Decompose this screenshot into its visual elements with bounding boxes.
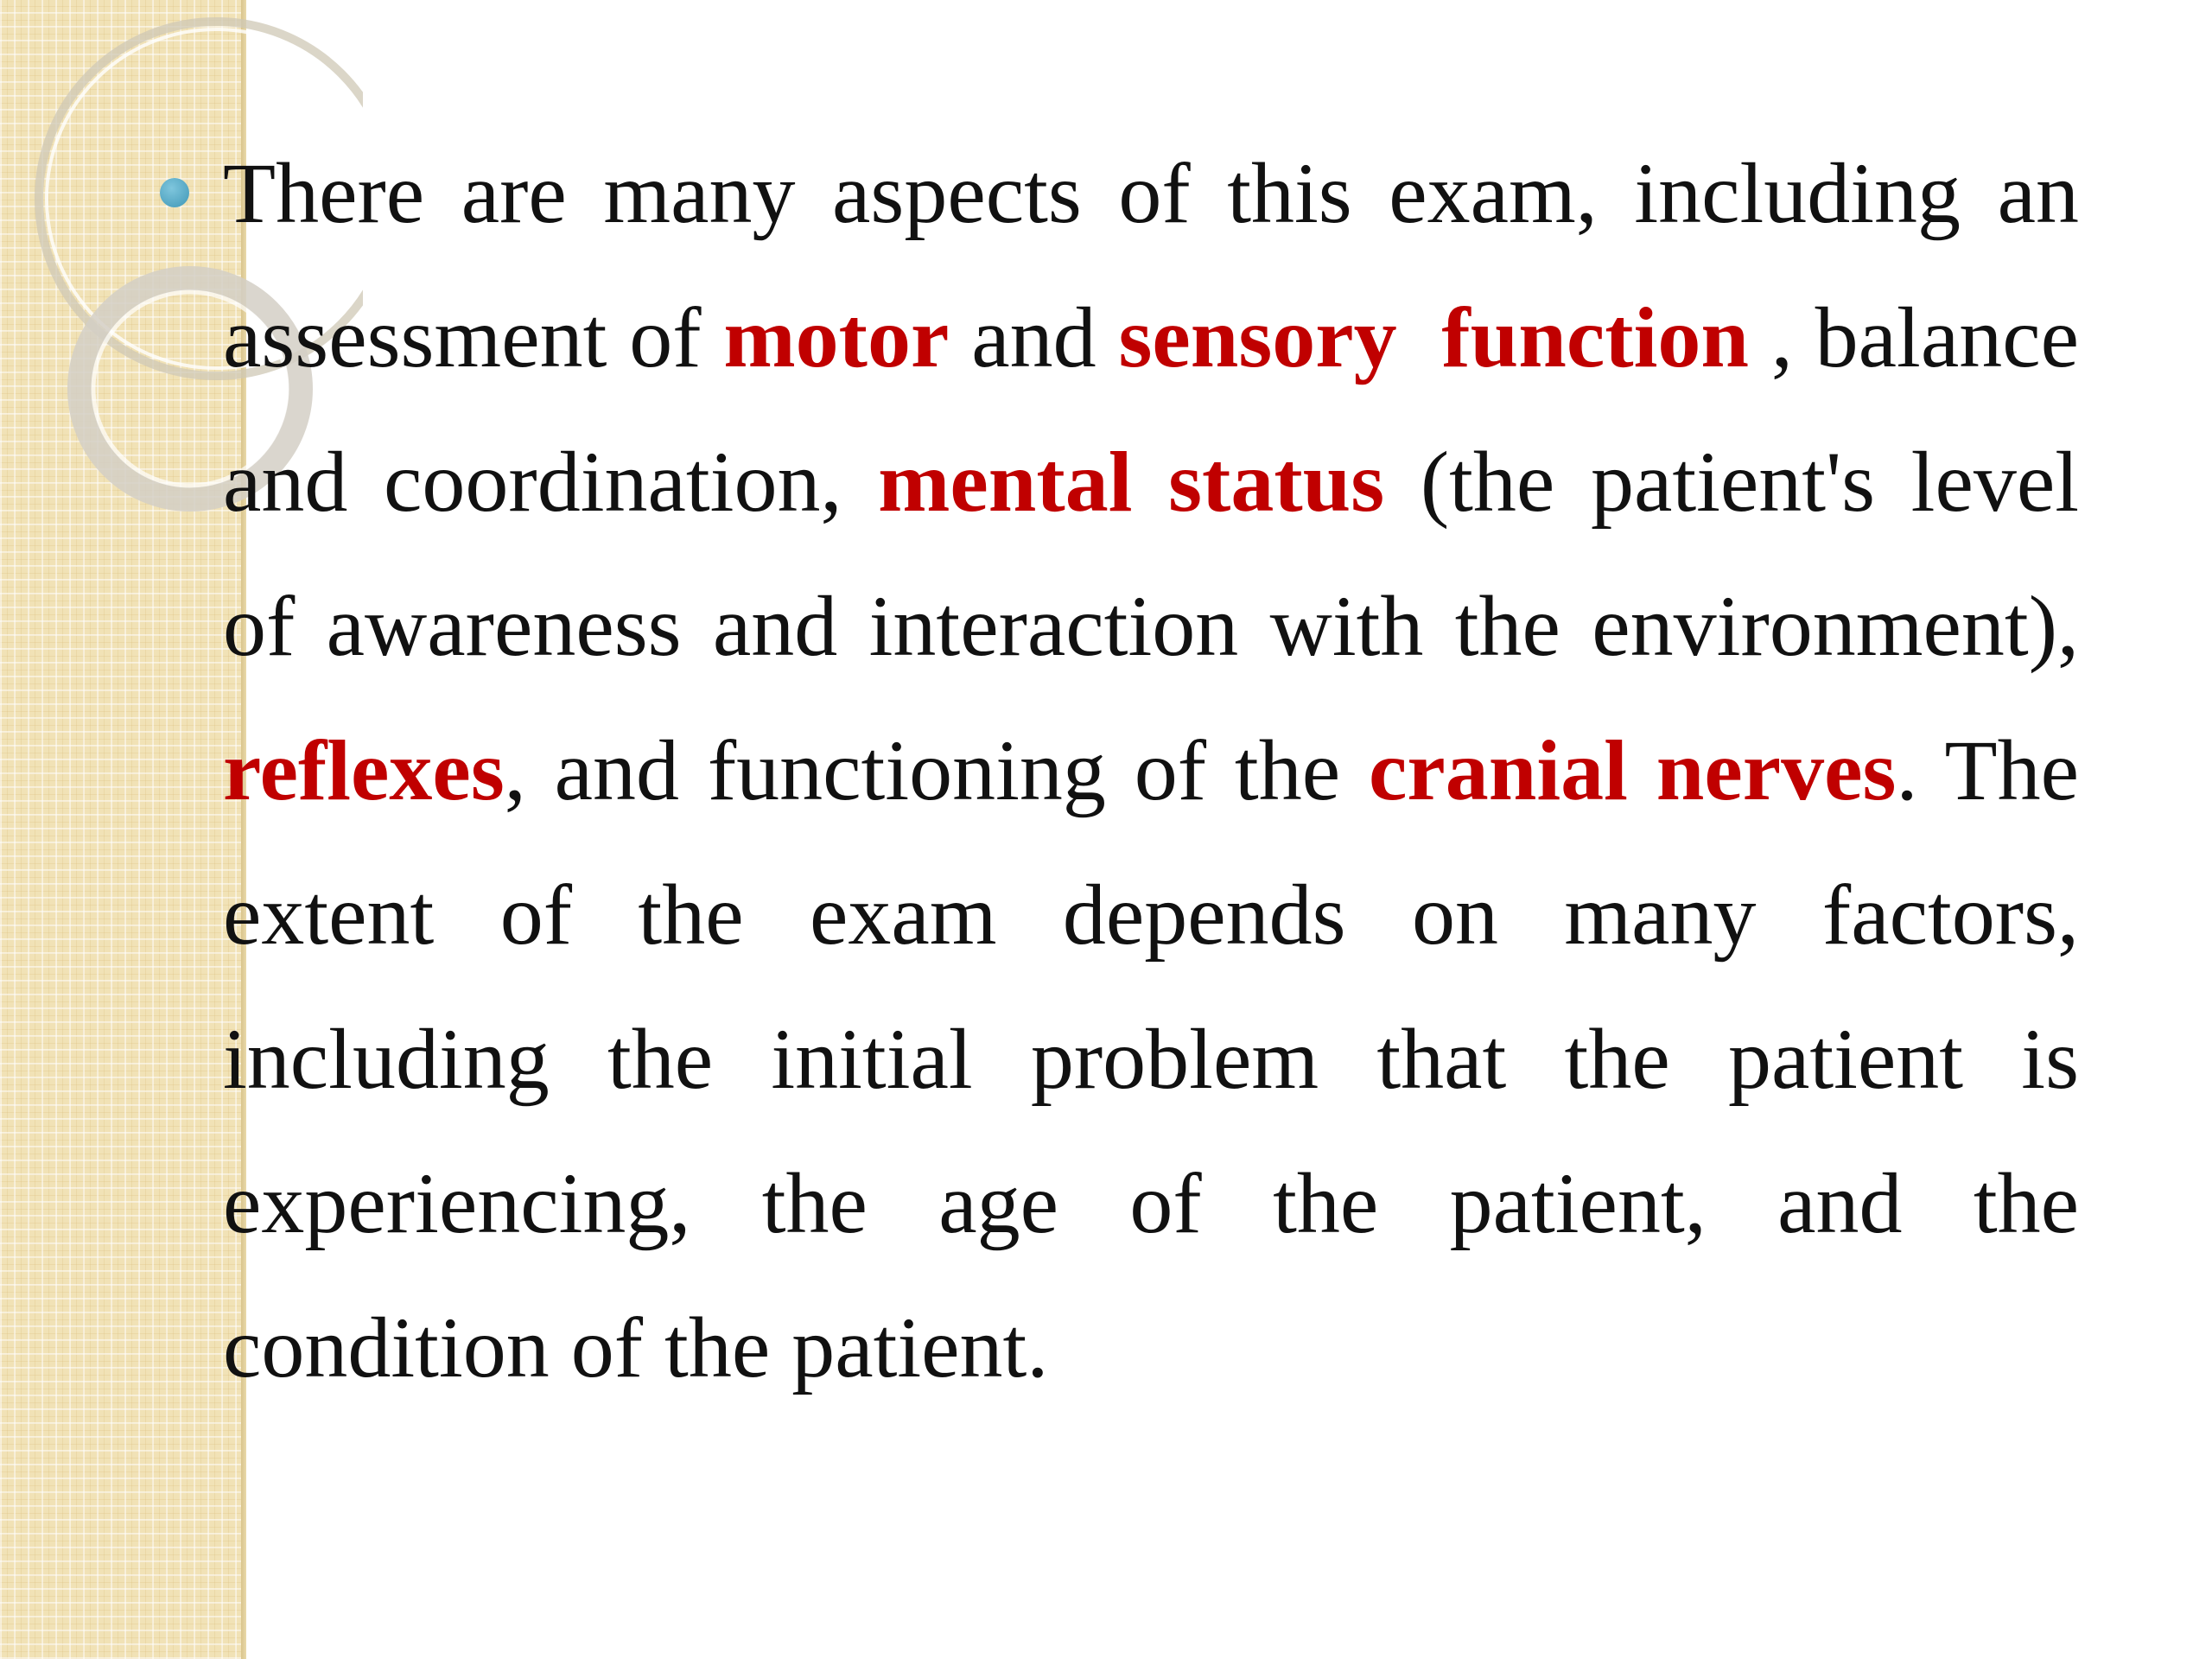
highlight-reflexes: reflexes [223,722,505,818]
text-segment: (the patient's level of awareness and interaction with the environment), [223,434,2080,674]
text-segment: and [949,289,1119,385]
text-segment: , balance and coordination, [223,289,2079,530]
text-segment: There are many aspects of this exam, including an assessment of [223,145,2079,385]
bullet-paragraph [223,121,2079,1420]
highlight-motor: motor [723,289,950,385]
highlight-cranial-nerves: cranial nerves [1368,722,1897,818]
highlight-sensory-function: sensory function [1118,289,1749,385]
text-segment: , and functioning of the [504,722,1369,818]
slide-content [223,121,2079,1420]
bullet-dot-icon [160,178,189,207]
text-segment: . The extent of the exam depends on many factors, including the initial problem that the patient is experiencing, the age of the patient, and the condition of the patient. [223,722,2080,1395]
highlight-mental-status: mental status [878,434,1385,530]
